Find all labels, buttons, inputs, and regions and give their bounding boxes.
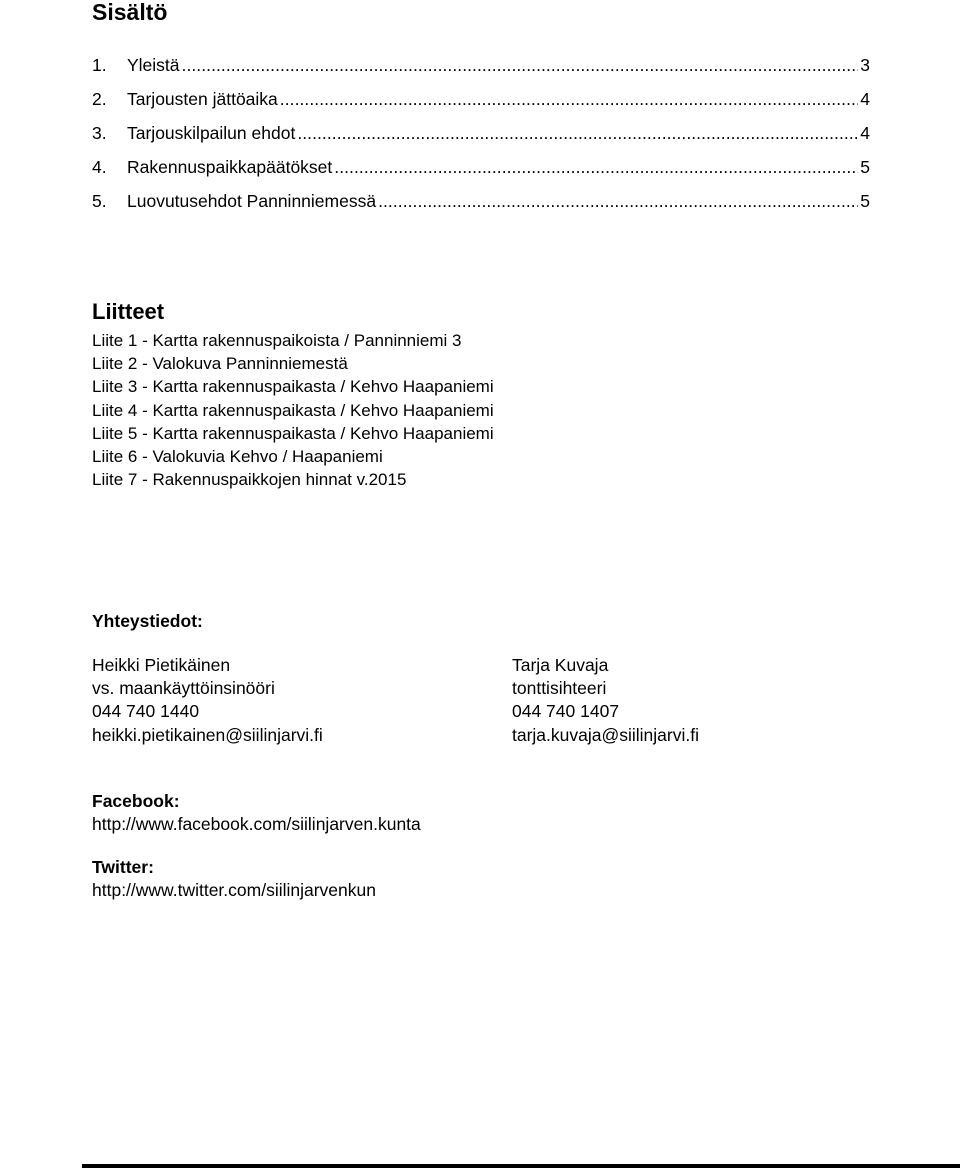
twitter-link[interactable]: http://www.twitter.com/siilinjarvenkun xyxy=(92,880,376,900)
attachment-item: Liite 1 - Kartta rakennuspaikoista / Panninniemi 3 xyxy=(92,331,462,350)
toc-entry-label: Tarjousten jättöaika xyxy=(127,89,278,109)
toc-entry-number: 4. xyxy=(92,157,107,177)
toc-entry[interactable] xyxy=(92,48,870,82)
attachment-item: Liite 4 - Kartta rakennuspaikasta / Kehvo Haapaniemi xyxy=(92,400,494,420)
attachment-item: Liite 7 - Rakennuspaikkojen hinnat v.2015 xyxy=(92,470,407,490)
toc-entry-label: Tarjouskilpailun ehdot xyxy=(127,123,296,143)
toc-entry-label: Rakennuspaikkapäätökset xyxy=(127,157,333,177)
attachment-item: Liite 3 - Kartta rakennuspaikasta / Kehvo Haapaniemi xyxy=(92,377,494,397)
contact-email[interactable]: tarja.kuvaja@siilinjarvi.fi xyxy=(512,724,699,745)
toc-entry[interactable] xyxy=(92,150,870,184)
toc-entry-number: 2. xyxy=(92,89,107,109)
toc-dot-leader xyxy=(378,184,858,218)
toc-entry-label: Yleistä xyxy=(127,55,180,75)
toc-dot-leader xyxy=(280,82,858,116)
toc-entry-number: 5. xyxy=(92,191,107,211)
attachment-item: Liite 2 - Valokuva Panninniemestä xyxy=(92,354,348,374)
attachment-item: Liite 6 - Valokuvia Kehvo / Haapaniemi xyxy=(92,447,383,467)
toc-entry-page: 5 xyxy=(860,191,870,211)
toc-entry-label: Luovutusehdot Panninniemessä xyxy=(127,191,377,211)
toc-entry[interactable] xyxy=(92,184,870,218)
contact-name: Tarja Kuvaja xyxy=(512,655,609,675)
toc-dot-leader xyxy=(334,150,858,184)
twitter-heading: Twitter: xyxy=(92,857,154,877)
toc-entry[interactable] xyxy=(92,116,870,150)
toc-entry-page: 3 xyxy=(860,55,870,75)
toc-dot-leader xyxy=(182,48,859,82)
facebook-link[interactable]: http://www.facebook.com/siilinjarven.kunta xyxy=(92,814,421,834)
facebook-heading: Facebook: xyxy=(92,791,180,811)
contacts-heading: Yhteystiedot: xyxy=(92,611,203,631)
contact-card-tarja xyxy=(512,654,699,747)
toc-heading: Sisältö xyxy=(92,0,168,25)
attachments-list xyxy=(92,329,494,491)
attachments-heading: Liitteet xyxy=(92,299,165,324)
contact-card-heikki xyxy=(92,654,323,747)
contact-name: Heikki Pietikäinen xyxy=(92,655,231,675)
toc-dot-leader xyxy=(297,116,858,150)
contact-phone: 044 740 1407 xyxy=(512,701,620,722)
contact-phone: 044 740 1440 xyxy=(92,701,200,722)
contact-email[interactable]: heikki.pietikainen@siilinjarvi.fi xyxy=(92,724,323,745)
attachment-item: Liite 5 - Kartta rakennuspaikasta / Kehvo Haapaniemi xyxy=(92,423,494,443)
toc-entry-number: 3. xyxy=(92,123,107,143)
table-of-contents xyxy=(92,48,870,218)
contact-role: vs. maankäyttöinsinööri xyxy=(92,678,275,699)
toc-entry-page: 4 xyxy=(860,89,870,109)
toc-entry[interactable] xyxy=(92,82,870,116)
toc-entry-page: 4 xyxy=(860,123,870,143)
toc-entry-page: 5 xyxy=(860,157,870,177)
footer-divider xyxy=(82,1164,960,1168)
contact-role: tonttisihteeri xyxy=(512,678,607,699)
toc-entry-number: 1. xyxy=(92,55,107,75)
